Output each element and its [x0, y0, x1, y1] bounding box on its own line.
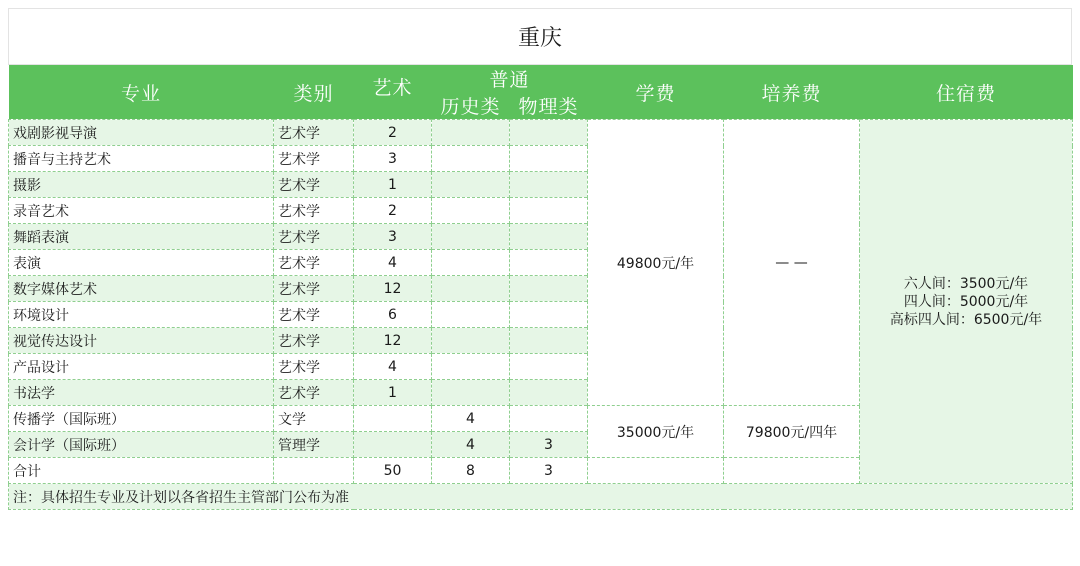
cell-intl-tuition: 35000元/年	[588, 406, 724, 458]
header-history: 历史类	[432, 92, 510, 120]
header-general: 普通	[432, 65, 588, 92]
cell-major: 会计学（国际班）	[9, 432, 274, 458]
cell-art-tuition: 49800元/年	[588, 120, 724, 406]
cell-intl-training: 79800元/四年	[724, 406, 860, 458]
cell-physics	[510, 250, 588, 276]
cell-physics	[510, 380, 588, 406]
cell-physics: 3	[510, 458, 588, 484]
cell-physics	[510, 198, 588, 224]
cell-art: 2	[354, 120, 432, 146]
cell-history	[432, 198, 510, 224]
cell-history	[432, 250, 510, 276]
cell-category: 艺术学	[274, 302, 354, 328]
cell-category: 艺术学	[274, 224, 354, 250]
cell-history	[432, 120, 510, 146]
cell-art-training: — —	[724, 120, 860, 406]
dorm-fee-line: 六人间：3500元/年	[903, 275, 1029, 292]
dorm-fee-line: 高标四人间：6500元/年	[889, 311, 1043, 328]
header-major: 专业	[9, 65, 274, 120]
cell-history	[432, 302, 510, 328]
cell-physics	[510, 224, 588, 250]
cell-category: 艺术学	[274, 198, 354, 224]
cell-major: 戏剧影视导演	[9, 120, 274, 146]
cell-art: 1	[354, 172, 432, 198]
cell-total-training	[724, 458, 860, 484]
cell-category: 艺术学	[274, 146, 354, 172]
cell-category: 艺术学	[274, 276, 354, 302]
header-training: 培养费	[724, 65, 860, 120]
cell-major: 舞蹈表演	[9, 224, 274, 250]
cell-art: 4	[354, 354, 432, 380]
cell-major: 录音艺术	[9, 198, 274, 224]
sheet	[8, 8, 1072, 556]
cell-physics	[510, 172, 588, 198]
cell-art: 50	[354, 458, 432, 484]
header-dorm: 住宿费	[860, 65, 1073, 120]
cell-major: 摄影	[9, 172, 274, 198]
header-physics: 物理类	[510, 92, 588, 120]
cell-major: 播音与主持艺术	[9, 146, 274, 172]
footnote: 注：具体招生专业及计划以各省招生主管部门公布为准	[9, 484, 1073, 510]
cell-physics	[510, 328, 588, 354]
cell-art	[354, 406, 432, 432]
cell-art: 6	[354, 302, 432, 328]
cell-history	[432, 328, 510, 354]
cell-major: 合计	[9, 458, 274, 484]
cell-art: 3	[354, 224, 432, 250]
cell-physics	[510, 146, 588, 172]
cell-physics	[510, 354, 588, 380]
cell-major: 书法学	[9, 380, 274, 406]
cell-major: 环境设计	[9, 302, 274, 328]
header-art: 艺术	[354, 65, 432, 120]
cell-major: 视觉传达设计	[9, 328, 274, 354]
cell-art: 12	[354, 276, 432, 302]
cell-major: 传播学（国际班）	[9, 406, 274, 432]
cell-dorm-fees	[860, 120, 1073, 484]
cell-art	[354, 432, 432, 458]
header-tuition: 学费	[588, 65, 724, 120]
cell-category: 艺术学	[274, 120, 354, 146]
cell-history	[432, 354, 510, 380]
cell-history: 8	[432, 458, 510, 484]
cell-art: 1	[354, 380, 432, 406]
cell-physics	[510, 120, 588, 146]
cell-physics	[510, 276, 588, 302]
cell-history	[432, 380, 510, 406]
note-row	[9, 484, 1073, 510]
cell-category: 文学	[274, 406, 354, 432]
cell-physics	[510, 406, 588, 432]
cell-category: 艺术学	[274, 172, 354, 198]
cell-category: 管理学	[274, 432, 354, 458]
dorm-fee-line: 四人间：5000元/年	[903, 293, 1029, 310]
cell-history	[432, 172, 510, 198]
table-body	[9, 120, 1073, 510]
cell-physics: 3	[510, 432, 588, 458]
sheet-title: 重庆	[8, 8, 1072, 65]
cell-art: 4	[354, 250, 432, 276]
enrollment-table	[8, 65, 1073, 510]
cell-major: 产品设计	[9, 354, 274, 380]
cell-physics	[510, 302, 588, 328]
cell-category	[274, 458, 354, 484]
cell-history: 4	[432, 432, 510, 458]
cell-art: 3	[354, 146, 432, 172]
cell-category: 艺术学	[274, 328, 354, 354]
cell-category: 艺术学	[274, 250, 354, 276]
cell-total-tuition	[588, 458, 724, 484]
cell-history: 4	[432, 406, 510, 432]
cell-major: 数字媒体艺术	[9, 276, 274, 302]
cell-history	[432, 146, 510, 172]
cell-category: 艺术学	[274, 380, 354, 406]
header-category: 类别	[274, 65, 354, 120]
cell-major: 表演	[9, 250, 274, 276]
cell-category: 艺术学	[274, 354, 354, 380]
cell-art: 2	[354, 198, 432, 224]
cell-history	[432, 224, 510, 250]
cell-history	[432, 276, 510, 302]
cell-art: 12	[354, 328, 432, 354]
table-row	[9, 120, 1073, 146]
